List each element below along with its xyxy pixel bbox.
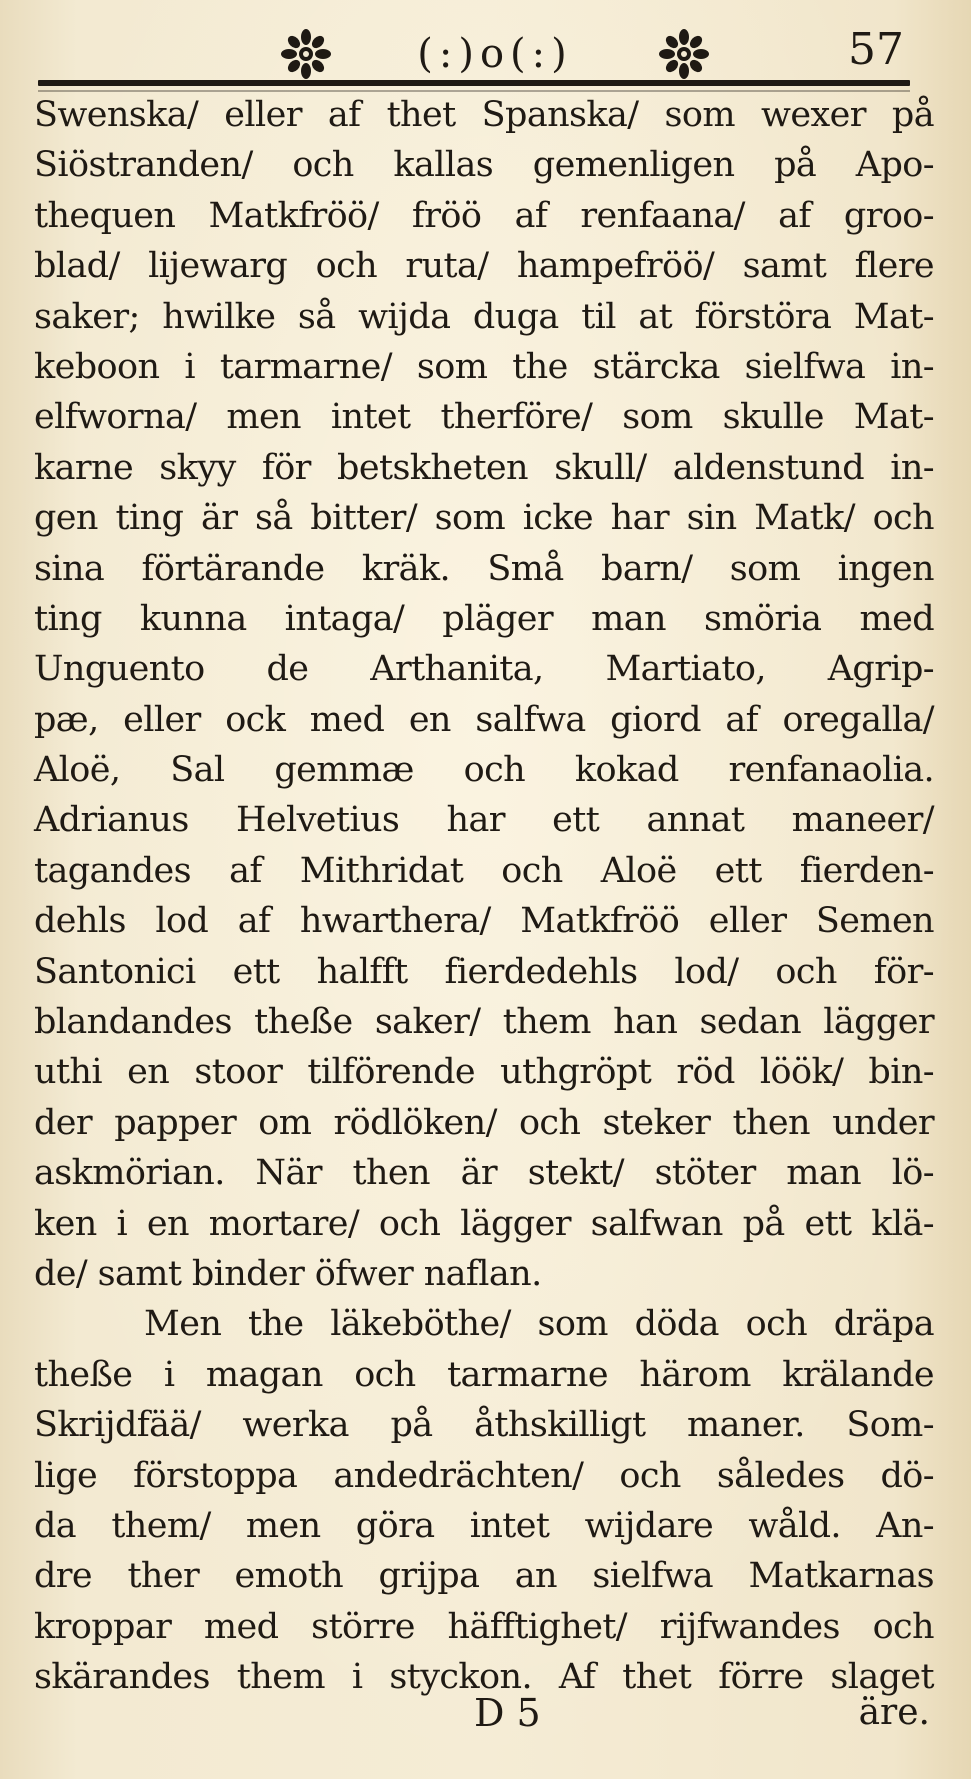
text-line: Unguento de Arthanita, Martiato, Agrip- xyxy=(34,649,934,690)
page-footer xyxy=(34,1685,934,1741)
text-line: de/ samt binder öfwer naflan. xyxy=(34,1253,542,1294)
text-line: der papper om rödlöken/ och steker then under xyxy=(34,1102,934,1143)
text-line: Siöstranden/ och kallas gemenligen på Apo- xyxy=(34,145,934,186)
signature-mark: D 5 xyxy=(474,1691,541,1735)
text-line: pæ, eller ock med en salfwa giord af oregalla/ xyxy=(34,699,934,740)
paragraph-first-line: Men the läkeböthe/ som döda och dräpa xyxy=(144,1304,934,1345)
text-line: gen ting är så bitter/ som icke har sin Matk/ och xyxy=(34,498,934,539)
text-line: Santonici ett halfft fierdedehls lod/ och för- xyxy=(34,951,934,992)
text-line: keboon i tarmarne/ som the stärcka sielfwa in- xyxy=(34,346,934,387)
page-header xyxy=(40,22,910,84)
text-line: sina förtärande kräk. Små barn/ som ingen xyxy=(34,548,934,589)
text-line: saker; hwilke så wijda duga til at förstöra Mat- xyxy=(34,296,934,337)
page-number: 57 xyxy=(848,24,904,75)
body-text xyxy=(34,90,934,1703)
text-line: askmörian. När then är stekt/ stöter man lö- xyxy=(34,1153,934,1194)
header-rule xyxy=(38,80,910,86)
text-line: karne skyy för betskheten skull/ aldenstund in- xyxy=(34,447,934,488)
text-line: thequen Matkfröö/ fröö af renfaana/ af groo- xyxy=(34,195,934,236)
text-line: kroppar med större häfftighet/ rijfwandes och xyxy=(34,1606,934,1647)
fleuron-icon xyxy=(280,28,332,80)
text-line: tagandes af Mithridat och Aloë ett fierden- xyxy=(34,850,934,891)
text-line: theße i magan och tarmarne härom krälande xyxy=(34,1354,934,1395)
text-line: dre ther emoth grijpa an sielfwa Matkarnas xyxy=(34,1556,934,1597)
text-line: uthi en stoor tilförende uthgröpt röd löök/ bin- xyxy=(34,1052,934,1093)
text-line: lige förstoppa andedrächten/ och således dö- xyxy=(34,1455,934,1496)
text-line: Adrianus Helvetius har ett annat maneer/ xyxy=(34,800,934,841)
text-line: ken i en mortare/ och lägger salfwan på ett klä- xyxy=(34,1203,934,1244)
text-line: Aloë, Sal gemmæ och kokad renfanaolia. xyxy=(34,750,934,791)
catchword: äre. xyxy=(858,1692,930,1733)
fleuron-icon xyxy=(658,28,710,80)
header-ornament-text: (:)o(:) xyxy=(417,31,573,77)
header-ornaments xyxy=(280,26,710,82)
text-line: blandandes theße saker/ them han sedan lägger xyxy=(34,1002,934,1043)
text-line: dehls lod af hwarthera/ Matkfröö eller Semen xyxy=(34,901,934,942)
text-line: elfworna/ men intet therföre/ som skulle Mat- xyxy=(34,397,934,438)
text-line: Swenska/ eller af thet Spanska/ som wexer på xyxy=(34,95,934,135)
text-line: ting kunna intaga/ pläger man smöria med xyxy=(34,598,934,639)
text-line: skärandes them i styckon. Af thet förre slaget xyxy=(34,1657,934,1698)
text-line: blad/ lijewarg och ruta/ hampefröö/ samt flere xyxy=(34,246,934,287)
text-line: da them/ men göra intet wijdare wåld. An- xyxy=(34,1505,934,1546)
text-line: Skrijdfää/ werka på åthskilligt maner. Som- xyxy=(34,1405,934,1446)
